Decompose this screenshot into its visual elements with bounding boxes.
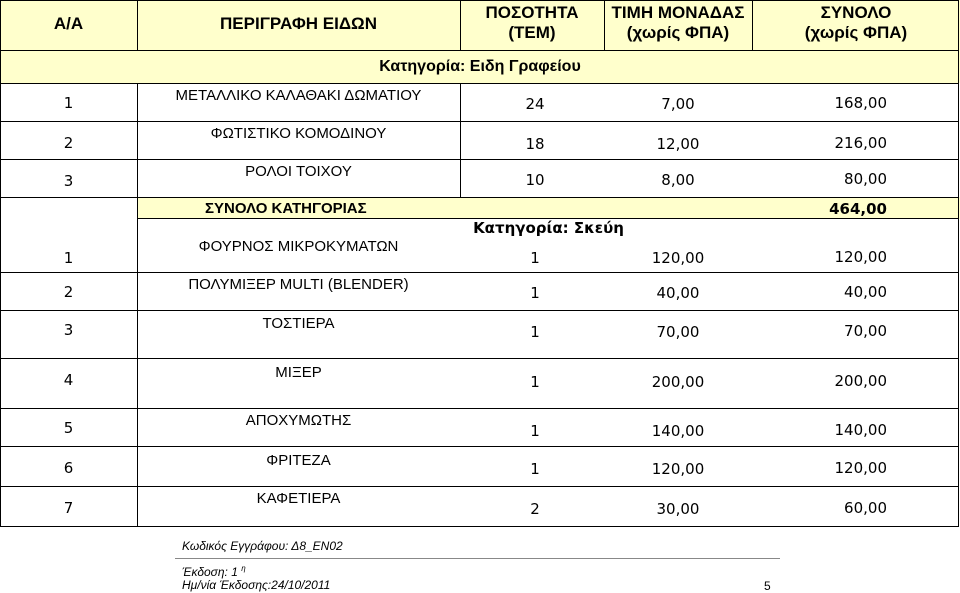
- row6-total: 70,00: [844, 322, 887, 340]
- footer-edition: Έκδοση: 1 $^\eta$: [182, 564, 246, 579]
- row3-aa: 3: [63, 172, 74, 190]
- row7-qty: 1: [530, 373, 540, 391]
- row5-total: 40,00: [844, 283, 887, 301]
- category-subtotal-value: 464,00: [829, 200, 887, 218]
- row2-aa: 2: [63, 134, 74, 152]
- row7-total: 200,00: [834, 372, 887, 390]
- row2-description: ΦΩΤΙΣΤΙΚΟ ΚΟΜΟΔΙΝΟΥ: [210, 124, 387, 142]
- category-title-office: Κατηγορία: Ειδη Γραφείου: [0, 50, 960, 83]
- row9-description: ΦΡΙΤΕΖΑ: [266, 451, 331, 469]
- row2-total: 216,00: [834, 134, 887, 152]
- row3-price: 8,00: [661, 171, 695, 189]
- row9-price: 120,00: [651, 460, 705, 478]
- header-unit-price: ΤΙΜΗ ΜΟΝΑΔΑΣ (χωρίς ΦΠΑ): [604, 3, 752, 47]
- row3-total: 80,00: [844, 170, 887, 188]
- row4-price: 120,00: [651, 249, 705, 267]
- row8-description: ΑΠΟΧΥΜΩΤΗΣ: [245, 411, 352, 429]
- row7-description: ΜΙΞΕΡ: [275, 363, 322, 381]
- footer-rule: [175, 558, 780, 559]
- row4-qty: 1: [530, 249, 540, 267]
- row4-total: 120,00: [834, 248, 887, 266]
- row9-total: 120,00: [834, 459, 887, 477]
- category-subtotal-label: ΣΥΝΟΛΟ ΚΑΤΗΓΟΡΙΑΣ: [205, 200, 367, 217]
- row3-description: ΡΟΛΟΙ ΤΟΙΧΟΥ: [245, 162, 352, 180]
- page-number: 5: [764, 579, 771, 593]
- row8-price: 140,00: [651, 422, 705, 440]
- row1-price: 7,00: [661, 95, 695, 113]
- row2-qty: 18: [525, 135, 545, 153]
- row7-aa: 4: [63, 371, 74, 389]
- row9-qty: 1: [530, 460, 540, 478]
- row6-description: ΤΟΣΤΙΕΡΑ: [262, 314, 335, 332]
- row10-aa: 7: [63, 499, 74, 517]
- header-aa: Α/Α: [0, 0, 137, 48]
- row10-qty: 2: [530, 500, 540, 518]
- row6-qty: 1: [530, 323, 540, 341]
- row10-price: 30,00: [656, 500, 700, 518]
- category-title-utensils: Κατηγορία: Σκεύη: [473, 219, 624, 237]
- footer-edition-date: Ημ/νία Έκδοσης:24/10/2011: [182, 578, 331, 592]
- row8-aa: 5: [63, 419, 74, 437]
- footer-doc-code: Κωδικός Εγγράφου: Δ8_ΕΝ02: [182, 539, 343, 553]
- header-description: ΠΕΡΙΓΡΑΦΗ ΕΙΔΩΝ: [137, 0, 460, 48]
- header-total: ΣΥΝΟΛΟ (χωρίς ΦΠΑ): [752, 3, 960, 47]
- row5-description: ΠΟΛΥΜΙΞΕΡ MULTI (BLENDER): [188, 275, 409, 293]
- row10-total: 60,00: [844, 499, 887, 517]
- row5-qty: 1: [530, 284, 540, 302]
- header-quantity: ΠΟΣΟΤΗΤΑ (ΤΕΜ): [460, 3, 604, 47]
- row3-qty: 10: [525, 171, 545, 189]
- row1-qty: 24: [525, 95, 545, 113]
- row8-total: 140,00: [834, 421, 887, 439]
- row2-price: 12,00: [656, 135, 700, 153]
- row7-price: 200,00: [651, 373, 705, 391]
- row1-description: ΜΕΤΑΛΛΙΚΟ ΚΑΛΑΘΑΚΙ ΔΩΜΑΤΙΟΥ: [175, 86, 422, 104]
- row1-total: 168,00: [834, 94, 887, 112]
- row1-aa: 1: [63, 94, 74, 112]
- row6-aa: 3: [63, 321, 74, 339]
- row6-price: 70,00: [656, 323, 700, 341]
- row5-aa: 2: [63, 283, 74, 301]
- row10-description: ΚΑΦΕΤΙΕΡΑ: [256, 489, 341, 507]
- row5-price: 40,00: [656, 284, 700, 302]
- row9-aa: 6: [63, 459, 74, 477]
- row4-description: ΦΟΥΡΝΟΣ ΜΙΚΡΟΚΥΜΑΤΩΝ: [198, 237, 399, 255]
- row4-aa: 1: [63, 249, 74, 267]
- row8-qty: 1: [530, 422, 540, 440]
